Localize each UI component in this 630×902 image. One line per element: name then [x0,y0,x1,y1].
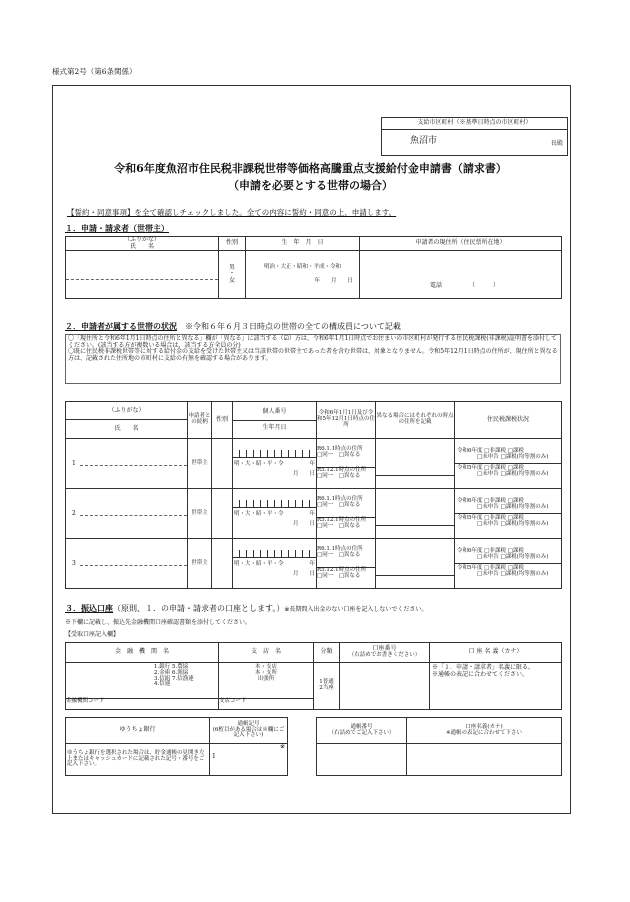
sex-female[interactable]: 女 [228,276,235,284]
member-sex-cell[interactable] [212,539,233,589]
yucho-num-sub: （右詰めでご記入下さい） [328,729,395,736]
addr-r6-choice[interactable]: □同一 □異なる [317,502,361,509]
addr-r5: R5.12.1時点の住所 [317,467,375,474]
applicant-name-cell[interactable] [66,251,219,299]
yucho-sign-label: 通帳記号 [237,720,260,727]
tax-r5-line1[interactable]: □非課税 □課税 [484,515,524,521]
year-label: 年 [309,560,315,567]
addr-r5: R5.12.1時点の住所 [317,567,375,574]
yucho-gap-cell [288,744,317,776]
sex-dot: ・ [228,270,235,278]
yucho-one: 1 [212,753,216,760]
addr-r6-choice[interactable]: □同一 □異なる [317,452,361,459]
yucho-num-header [317,718,407,744]
branch-types: 本・支店 本・支所 出張所 [255,664,278,682]
monthday-label: 月 日 [292,520,315,527]
addr-cell[interactable] [317,489,376,539]
yucho-holder-label: 口座名義(カナ) [465,723,503,730]
page-title: 令和6年度魚沼市住民税非課税世帯等価格高騰重点支援給付金申請書（請求書） [114,162,507,175]
municipality-label: 支給市区町村（※基準日時点の市区町村） [382,118,567,130]
tax-cell[interactable] [455,489,562,539]
bank-table [65,642,562,710]
tax-r5: 令和5年度 [457,515,483,521]
member-sex-cell[interactable] [212,439,233,489]
section3-heading: ３．振込口座 [65,603,113,613]
type-cell[interactable]: 1普通 2当座 [314,663,340,710]
row-no: 1 [72,459,76,467]
yucho-note-cell [66,744,210,776]
relation-cell[interactable]: 世帯主 [188,489,212,539]
yucho-holder-sub: ※通帳の表記に合わせて下さい [445,729,523,736]
page-subtitle: （申請を必要とする世帯の場合） [228,179,393,192]
section1-heading: １．申請・請求者（世帯主） [65,223,169,233]
row-no: 3 [72,559,76,567]
birth-header: 生 年 月 日 [246,237,360,251]
member-sex-cell[interactable] [212,489,233,539]
addr-cell[interactable] [317,439,376,489]
address-header: 申請者の現住所（住民票所在地） [360,237,562,251]
table-row [66,489,562,539]
col-relation: 申請者との続柄 [188,402,212,439]
addr-r5-choice[interactable]: □同一 □異なる [317,572,361,579]
era-short: 明・大・昭・平・令 [234,560,284,567]
era-short: 明・大・昭・平・令 [234,460,284,467]
table-row [66,439,562,489]
yucho-num-label: 通帳番号 [350,723,373,730]
monthday-label: 月 日 [292,470,315,477]
yucho-table [65,717,562,776]
tax-r6-line1[interactable]: □非課税 □課税 [484,498,524,505]
section2-heading: ２．申請者が属する世帯の状況 [65,321,177,331]
tax-r5-line1[interactable]: □非課税 □課税 [484,465,524,471]
bank-types: 1.銀行 5.農協 2.金庫 6.漁協 3.信組 7.信漁連 4.信連 [154,664,194,688]
bank-name-cell[interactable] [66,663,219,710]
relation-cell[interactable]: 世帯主 [188,539,212,589]
yucho-holder-cell[interactable] [407,744,562,776]
branch-code-label: 支店コード [219,698,247,704]
col-mynumber-label: 個人番号 [262,407,287,415]
year-label: 年 [309,510,315,517]
pledge-text [67,207,396,218]
col-tax: 住民税課税状況 [455,402,562,439]
tax-r5-line2[interactable]: □未申告 □課税(均等割のみ) [477,520,549,527]
yucho-num-cell[interactable] [317,744,407,776]
tax-r5-line2[interactable]: □未申告 □課税(均等割のみ) [477,570,549,577]
type-header: 分類 [314,643,340,663]
col-name-label: 氏 名 [66,419,187,433]
branch-header: 支 店 名 [219,643,314,663]
mynumber-cell[interactable] [233,489,317,539]
holder-note-1: ※「１．申請・請求者」名義に限る。 [432,664,535,671]
addr-r5-choice[interactable]: □同一 □異なる [317,522,361,529]
tax-r6-line1[interactable]: □非課税 □課税 [484,448,524,455]
addr-r6-choice[interactable]: □同一 □異なる [317,552,361,559]
addr-r5-choice[interactable]: □同一 □異なる [317,472,361,479]
sex-header: 性別 [219,237,246,251]
address-cell[interactable] [360,251,562,299]
tax-r6-line2[interactable]: □未申告 □課税(均等割のみ) [477,454,549,461]
birth-cell[interactable] [246,251,360,299]
tax-r6: 令和6年度 [457,548,483,555]
era-list: 明治・大正・昭和・平成・令和 [263,263,341,270]
holder-note-2: ※通帳の表記に合わせてください。 [432,670,529,678]
household-notes [65,334,561,384]
diff-cell[interactable] [376,439,455,489]
acct-label: 口座番号 [372,644,397,652]
receipt-label: 【受取口座記入欄】 [65,631,120,638]
yucho-gap [288,718,317,744]
tax-r5-line2[interactable]: □未申告 □課税(均等割のみ) [477,470,549,477]
section2-heading-row [65,321,401,332]
tax-r6-line2[interactable]: □未申告 □課税(均等割のみ) [477,504,549,511]
addr-r6: R6.1.1時点の住所 [317,496,363,503]
member-name-cell[interactable] [66,489,188,539]
pledge-label: 【誓約・同意事項】を全て確認しチェックしました。全ての内容に誓約・同意の上、申請します。 [67,208,397,217]
tax-r6: 令和6年度 [457,498,483,505]
household-note-2: 〇既に住民税非課税世帯等に対する給付金の支給を受けた世帯主又は当該世帯の世帯主であった者を含む世帯は、対象となりません。令和5年12月1日時点の住所が、現住所と異なる方は、記載された住所地の市町村に支給の有無を確認する場合があります。 [68,348,558,362]
form-id: 様式第2号（第6条関係） [52,67,137,76]
section3-note2: ※長期間入出金のない口座を記入しないでください。 [284,606,428,613]
acct-number-cell[interactable] [340,663,430,710]
addr-cell[interactable] [317,539,376,589]
yucho-holder-header [407,718,562,744]
diff-cell[interactable] [376,489,455,539]
tax-r6-line2[interactable]: □未申告 □課税(均等割のみ) [477,554,549,561]
yucho-sign-sub: (6桁目がある場合は※欄にご記入下さい) [212,726,285,739]
member-name-cell[interactable] [66,539,188,589]
col-furigana: （ふりがな） [108,406,145,414]
municipality-name: 魚沼市 [410,135,438,146]
holder-header: 口 座 名 義（カナ） [430,643,562,663]
furigana-header [66,237,219,251]
diff-cell[interactable] [376,539,455,589]
row-no: 2 [72,509,76,517]
tax-r6-line1[interactable]: □非課税 □課税 [484,548,524,555]
tax-cell[interactable] [455,539,562,589]
tax-r6: 令和6年度 [457,448,483,455]
name-label: 氏 名 [129,242,154,250]
mynumber-cell[interactable] [233,539,317,589]
monthday-label: 月 日 [292,570,315,577]
member-name-cell[interactable] [66,439,188,489]
addr-r6: R6.1.1時点の住所 [317,446,363,453]
year-label: 年 [309,460,315,467]
relation-cell[interactable]: 世帯主 [188,439,212,489]
furigana-label: （ふりがな） [123,236,160,243]
col-name [66,402,188,439]
tax-r5: 令和5年度 [457,565,483,571]
yucho-sign-cell[interactable] [210,744,288,776]
sex-cell[interactable] [219,251,246,299]
household-table [65,401,562,589]
municipality-box [381,117,568,156]
mynumber-cell[interactable] [233,439,317,489]
tax-r5-line1[interactable]: □非課税 □課税 [484,565,524,571]
addr-r5: R5.12.1時点の住所 [317,517,375,524]
col-mynumber [233,402,317,439]
acct-sub: （右詰めでお書きください） [348,652,421,659]
municipality-suffix: 長殿 [550,139,563,147]
yucho-header: ゆうちょ銀行 [66,718,210,744]
bank-header: 金 融 機 関 名 [66,643,219,663]
holder-cell[interactable] [430,663,562,710]
phone-field[interactable]: 電話 （ ） [430,282,500,290]
yucho-mark: ※ [279,743,285,750]
col-diff: 異なる場合にはそれぞれの時点の住所を記載 [376,402,455,439]
tax-cell[interactable] [455,439,562,489]
col-birth-label: 生年月日 [233,420,316,432]
applicant-table [65,236,562,299]
table-row [66,539,562,589]
col-addr: 令和6年1月1日及び令和5年12月1日時点の住所 [317,402,376,439]
section2-note: ※令和６年６月３日時点の世帯の全ての構成員について記載 [185,322,401,331]
household-note-1: 〇「現住所と令和6年1月1日時点の住所と異なる」欄が「異なる」に該当する（☑）方は、令和6年1月1日時点でお住まいの市区町村が発行する住民税課税(非課税)証明書を添付してください。(該当する方が複数いる場合は、該当する方全員の分) [68,335,557,349]
yucho-note: ゆうちょ銀行を選択された場合は、貯金通帳の見開き左上またはキャッシュカードに記載された記号・番号をご記入下さい。 [67,749,205,768]
branch-name-cell[interactable] [219,663,314,710]
date-units: 年 月 日 [314,277,353,284]
addr-r6: R6.1.1時点の住所 [317,546,363,553]
section3-sub: ※下欄に記載し、振込先金融機関口座確認書類を添付してください。 [65,619,252,626]
section3-heading-row [65,603,427,614]
bank-code-label: 金融機関コード [66,698,105,704]
era-short: 明・大・昭・平・令 [234,510,284,517]
tax-r5: 令和5年度 [457,465,483,471]
acct-header [340,643,430,663]
sex-male[interactable]: 男 [228,263,235,271]
col-sex: 性別 [212,402,233,439]
yucho-sign-header [210,718,288,744]
section3-note: （原則、１．の申請・請求者の口座とします。） [113,604,285,613]
